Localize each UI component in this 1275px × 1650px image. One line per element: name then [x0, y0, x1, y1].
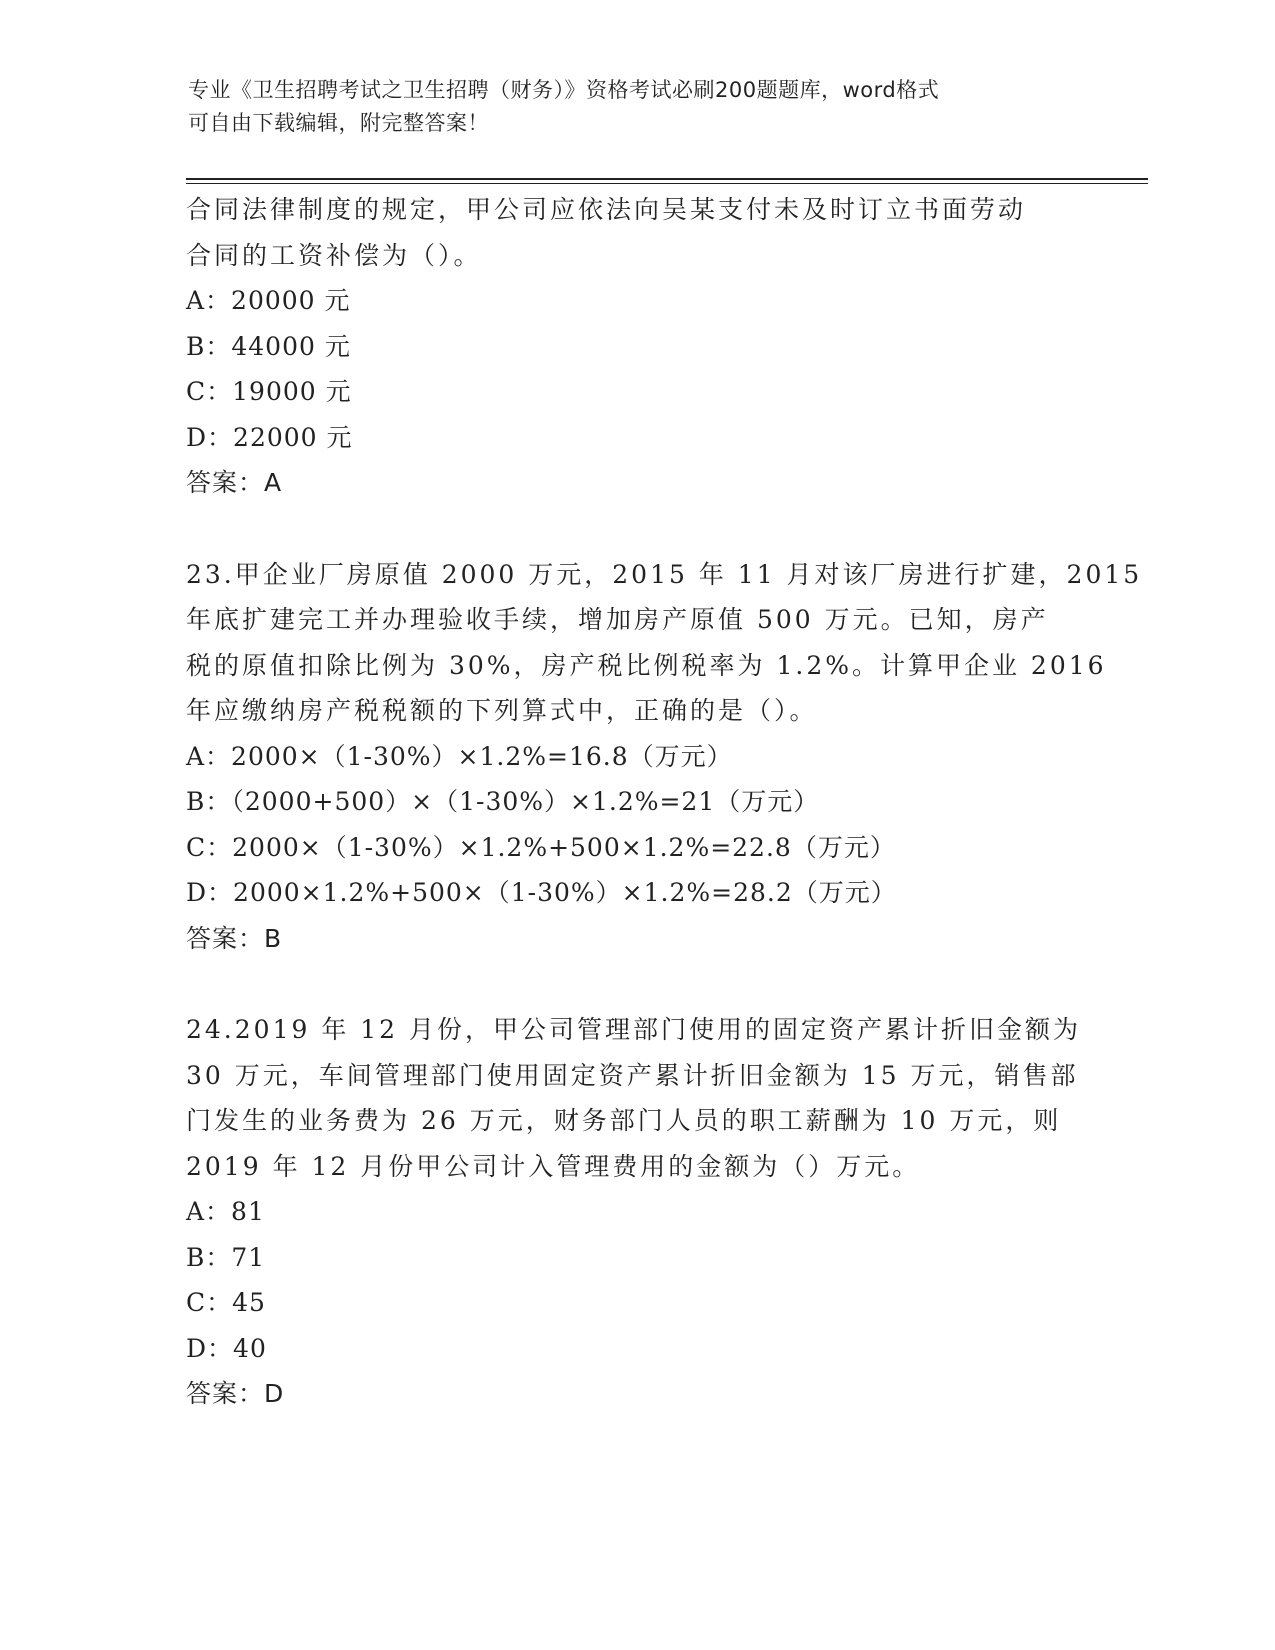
- question-stem-line: 2019 年 12 月份甲公司计入管理费用的金额为（）万元。: [186, 1151, 921, 1181]
- option-b: B：44000 元: [186, 331, 351, 361]
- option-b: B：71: [186, 1242, 266, 1272]
- question-content: [186, 187, 1143, 1417]
- question-23: [186, 552, 1143, 962]
- option-d: D：40: [186, 1333, 267, 1363]
- option-c: C：19000 元: [186, 377, 352, 406]
- question-stem-line: 合同的工资补偿为（）。: [186, 240, 482, 270]
- option-c: C：45: [186, 1288, 266, 1317]
- question-stem-line: 年底扩建完工并办理验收手续，增加房产原值 500 万元。已知，房产: [186, 605, 1049, 634]
- question-stem-line: 30 万元，车间管理部门使用固定资产累计折旧金额为 15 万元，销售部: [186, 1060, 1079, 1090]
- header-line-1: 专业《卫生招聘考试之卫生招聘（财务）》资格考试必刷200题题库，word格式: [188, 78, 940, 102]
- question-stem-line: 23.甲企业厂房原值 2000 万元，2015 年 11 月对该厂房进行扩建，2015: [186, 559, 1143, 589]
- question-22: [186, 187, 1086, 506]
- question-stem-line: 税的原值扣除比例为 30%，房产税比例税率为 1.2%。计算甲企业 2016: [186, 650, 1107, 680]
- option-c: C：2000×（1-30%）×1.2%+500×1.2%=22.8（万元）: [186, 832, 896, 862]
- page-header: [188, 74, 1068, 140]
- option-a: A：20000 元: [186, 286, 351, 315]
- question-stem-line: 年应缴纳房产税税额的下列算式中，正确的是（）。: [186, 696, 818, 725]
- question-spacer: [186, 961, 1086, 1007]
- question-stem-line: 合同法律制度的规定，甲公司应依法向吴某支付未及时订立书面劳动: [186, 195, 1027, 224]
- answer: 答案：B: [186, 923, 283, 953]
- option-b: B：（2000+500）×（1-30%）×1.2%=21（万元）: [186, 787, 820, 816]
- option-d: D：22000 元: [186, 422, 353, 452]
- question-spacer: [186, 506, 1086, 552]
- option-d: D：2000×1.2%+500×（1-30%）×1.2%=28.2（万元）: [186, 878, 897, 907]
- header-line-2: 可自由下载编辑，附完整答案！: [188, 111, 489, 135]
- header-divider-thick: [186, 178, 1148, 180]
- answer: 答案：D: [186, 1379, 285, 1408]
- question-24: [186, 1007, 1086, 1417]
- header-divider-thin: [186, 183, 1148, 184]
- answer: 答案：A: [186, 468, 283, 497]
- question-stem-line: 门发生的业务费为 26 万元，财务部门人员的职工薪酬为 10 万元，则: [186, 1106, 1062, 1135]
- option-a: A：81: [186, 1197, 265, 1226]
- option-a: A：2000×（1-30%）×1.2%=16.8（万元）: [186, 741, 733, 771]
- question-stem-line: 24.2019 年 12 月份，甲公司管理部门使用的固定资产累计折旧金额为: [186, 1015, 1082, 1044]
